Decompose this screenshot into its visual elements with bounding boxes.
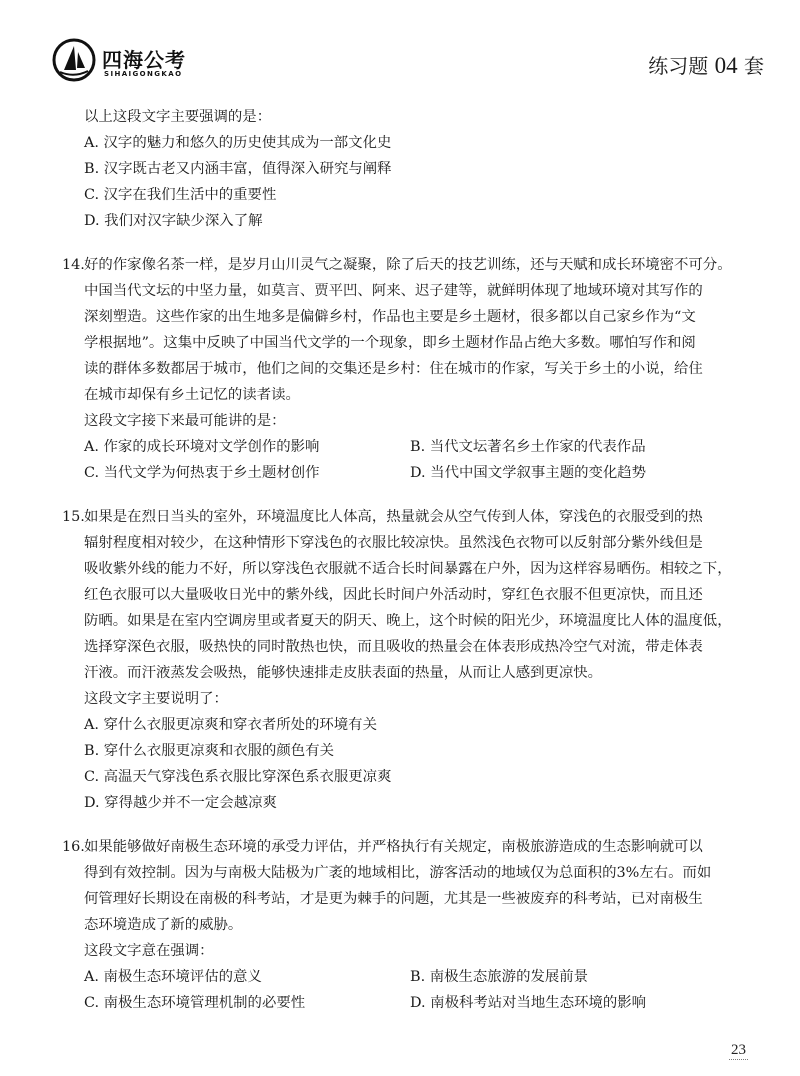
options-row [62,460,752,486]
page-content [62,104,752,1016]
question-passage: 如果是在烈日当头的室外，环境温度比人体高，热量就会从空气传到人体，穿浅色的衣服受到的热 辐射程度相对较少，在这种情形下穿浅色的衣服比较凉快。虽然浅色衣物可以反射部分紫外线但是 吸收紫外线的能力不好，所以穿浅色衣服就不适合长时间暴露在户外，因为这样容易晒伤。相较之下， 红色衣服可以大量吸收日光中的紫外线，因此长时间户外活动时，穿红色衣服不但更凉快，而且还 防晒。如果是在室内空调房里或者夏天的阴天、晚上，这个时候的阳光少，环境温度比人体的温度低， 选择穿深色衣服，吸热快的同时散热也快，而且吸收的热量会在体表形成热冷空气对流，带走体表 汗液。而汗液蒸发会吸热，能够快速排走皮肤表面的热量，从而让人感到更凉快。 [84,509,732,681]
question-number: 15. [62,509,85,525]
option-b: B. 南极生态旅游的发展前景 [410,969,589,985]
options-row [62,990,752,1016]
question-prompt: 以上这段文字主要强调的是： [84,109,272,125]
page-header [0,0,800,100]
options-row [62,434,752,460]
option-a: A. 南极生态环境评估的意义 [84,969,262,985]
question-13-tail [62,104,752,234]
question-passage: 如果能够做好南极生态环境的承受力评估，并严格执行有关规定，南极旅游造成的生态影响就可以 得到有效控制。因为与南极大陆极为广袤的地域相比，游客活动的地域仅为总面积的3%左右。而如 何管理好长期设在南极的科考站，才是更为棘手的问题，尤其是一些被废弃的科考站，已对南极生 态环境造成了新的威胁。 [84,839,712,933]
question-prompt: 这段文字接下来最可能讲的是： [84,413,286,429]
option-d: D. 当代中国文学叙事主题的变化趋势 [410,465,647,481]
exercise-set-label: 练习题 04 套 [648,53,764,78]
option-d: D. 南极科考站对当地生态环境的影响 [410,995,647,1011]
option-c: C. 高温天气穿浅色系衣服比穿深色系衣服更凉爽 [84,769,392,785]
option-b: B. 汉字既古老又内涵丰富，值得深入研究与阐释 [84,161,392,177]
question-16 [62,834,752,1016]
logo-chinese-text: 四海公考 [102,48,186,72]
option-c: C. 南极生态环境管理机制的必要性 [84,995,306,1011]
question-prompt: 这段文字主要说明了： [84,691,228,707]
question-passage: 好的作家像名茶一样，是岁月山川灵气之凝聚，除了后天的技艺训练，还与天赋和成长环境密不可分。 中国当代文坛的中坚力量，如莫言、贾平凹、阿来、迟子建等，就鲜明体现了地域环境对其写作的 深刻塑造。这些作家的出生地多是偏僻乡村，作品也主要是乡土题材，很多都以自己家乡作为“文 学根据地”。这集中反映了中国当代文学的一个现象，即乡土题材作品占绝大多数。哪怕写作和阅 读的群体多数都居于城市，他们之间的交集还是乡村：住在城市的作家，写关于乡土的小说，给住 在城市却保有乡土记忆的读者读。 [84,257,732,403]
option-b: B. 穿什么衣服更凉爽和衣服的颜色有关 [84,743,334,759]
question-prompt: 这段文字意在强调： [84,943,214,959]
question-14 [62,252,752,486]
page-number: 23 [731,1042,746,1058]
question-15 [62,504,752,816]
option-b: B. 当代文坛著名乡土作家的代表作品 [410,439,646,455]
option-a: A. 作家的成长环境对文学创作的影响 [84,439,320,455]
brand-logo [52,38,232,88]
option-a: A. 汉字的魅力和悠久的历史使其成为一部文化史 [84,135,392,151]
option-c: C. 当代文学为何热衷于乡土题材创作 [84,465,320,481]
question-number: 16. [62,839,85,855]
option-a: A. 穿什么衣服更凉爽和穿衣者所处的环境有关 [84,717,377,733]
question-number: 14. [62,257,85,273]
options-row [62,964,752,990]
option-c: C. 汉字在我们生活中的重要性 [84,187,277,203]
option-d: D. 我们对汉字缺少深入了解 [84,213,263,229]
logo-english-text: SIHAIGONGKAO [104,70,183,78]
option-d: D. 穿得越少并不一定会越凉爽 [84,795,277,811]
sail-logo-icon [52,38,96,82]
